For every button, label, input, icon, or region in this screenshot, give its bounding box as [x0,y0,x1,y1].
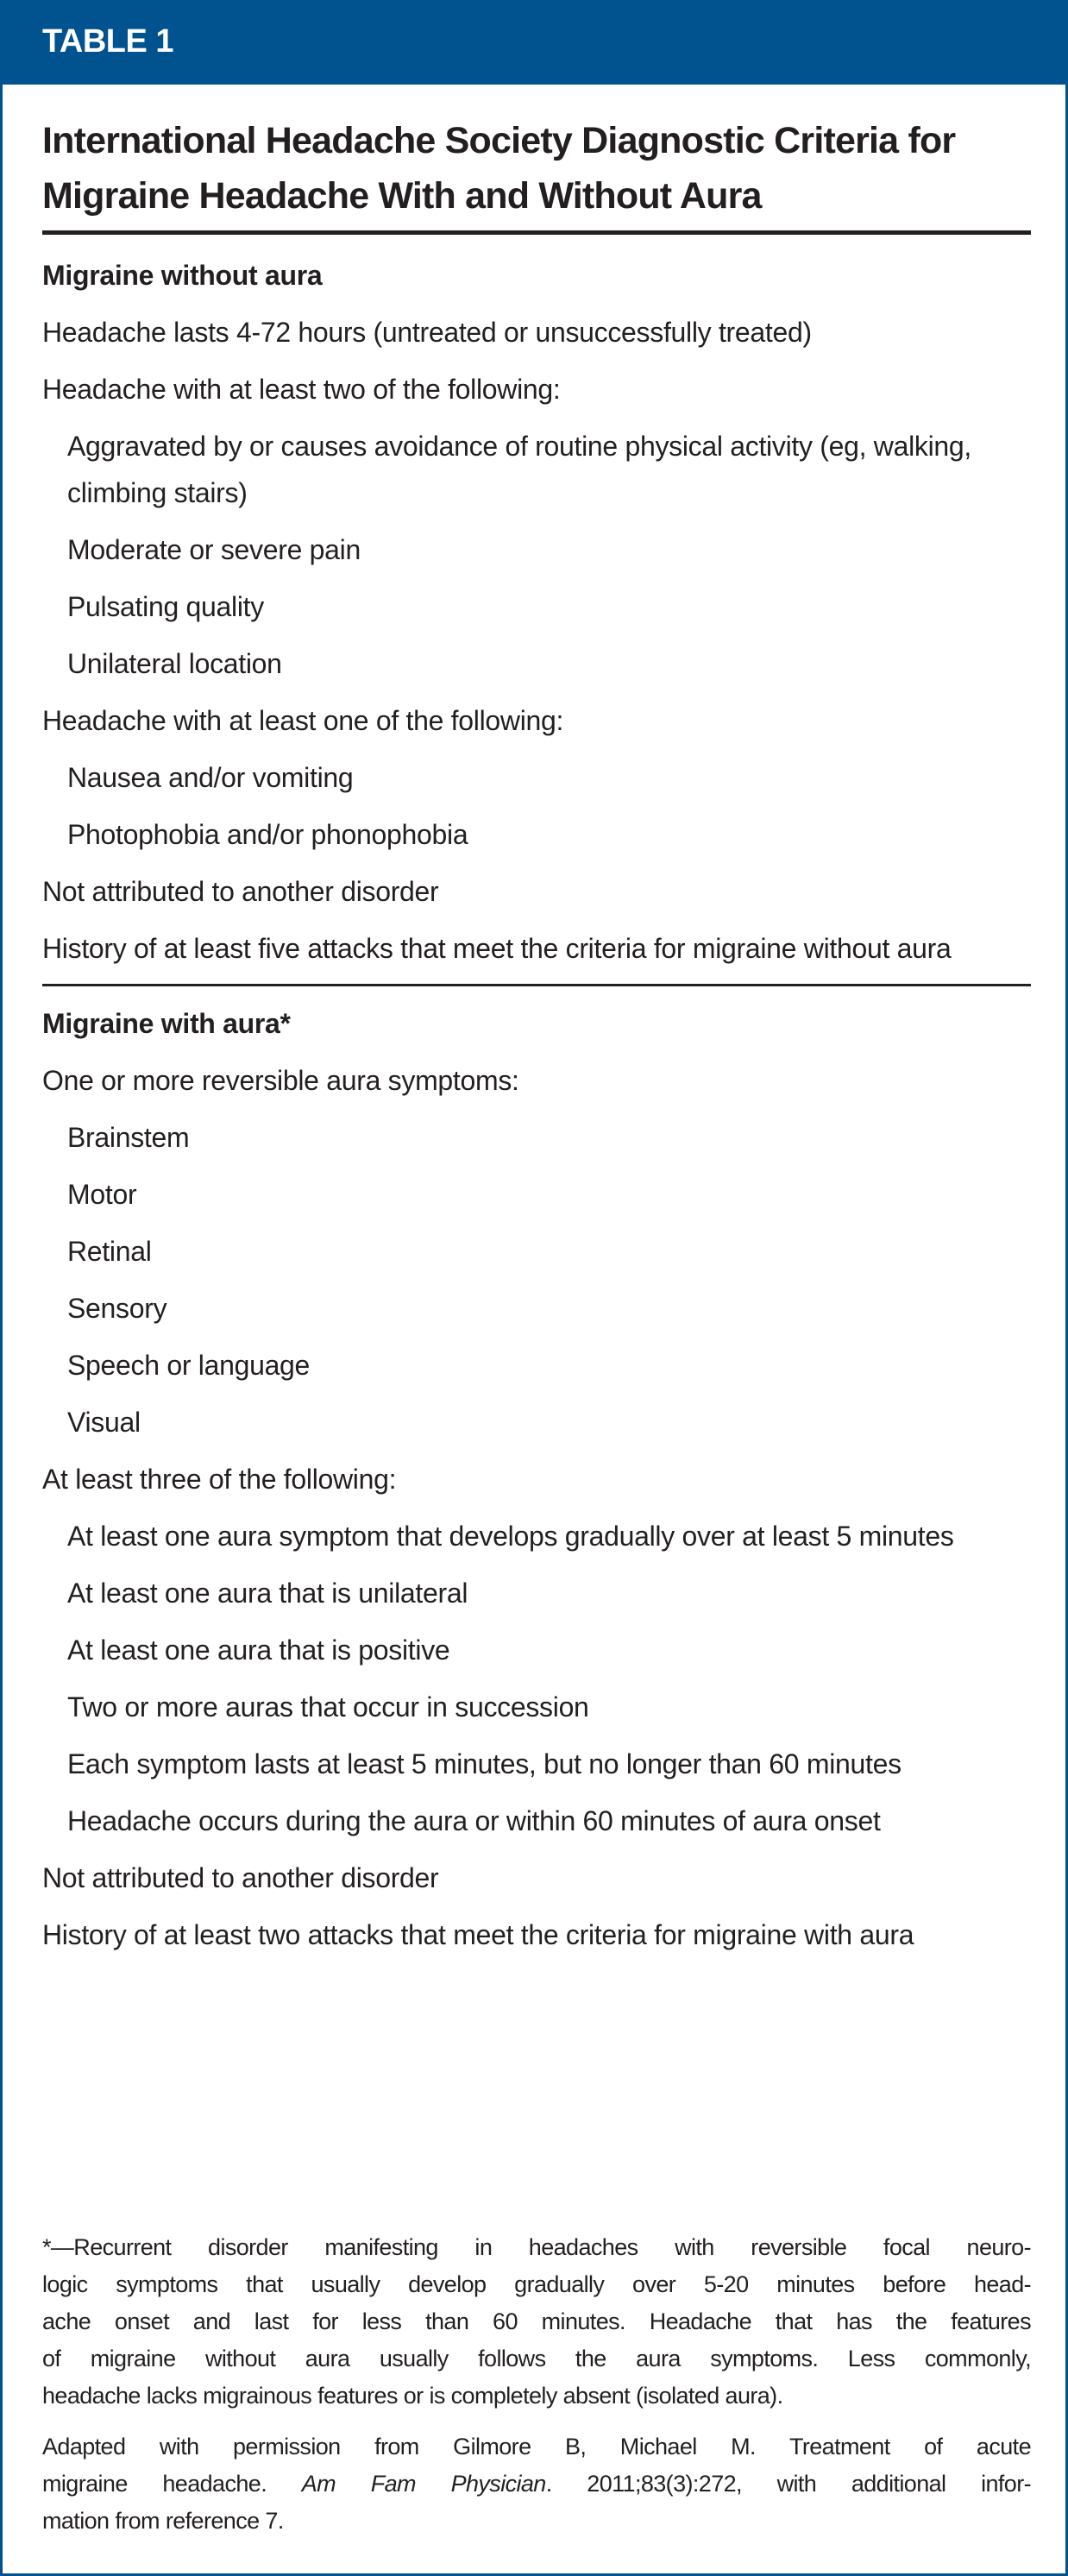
table-banner [3,3,1065,85]
criterion-subitem: Unilateral location [67,648,282,679]
criterion-subitem: Headache occurs during the aura or within 60 minutes of aura onset [67,1805,881,1836]
table-title: International Headache Society Diagnostic Criteria for Migraine Headache With and Without Aura [42,120,956,217]
criterion-subitem: Each symptom lasts at least 5 minutes, but no longer than 60 minutes [67,1748,902,1779]
criterion-item: Headache with at least one of the following: [42,705,564,736]
criterion-item: At least three of the following: [42,1464,397,1495]
footnote-line: of migraine without aura usually follows the aura symptoms. Less commonly, [42,2346,1031,2371]
criterion-item: Headache with at least two of the following: [42,374,561,405]
footnote-line: headache lacks migrainous features or is completely absent (isolated aura). [42,2383,783,2409]
criterion-subitem: Visual [67,1407,141,1438]
criterion-subitem: Two or more auras that occur in succession [67,1691,589,1723]
journal-name: Am Fam Physician [301,2471,546,2497]
criterion-subitem: At least one aura symptom that develops gradually over at least 5 minutes [67,1521,954,1552]
criterion-subitem: Sensory [67,1293,167,1324]
source-text: . 2011;83(3):272, with additional infor- [545,2471,1032,2497]
section-divider [42,984,1031,986]
source-text: migraine headache. [42,2471,302,2497]
criterion-subitem: Photophobia and/or phonophobia [67,819,468,850]
criterion-subitem: Speech or language [67,1350,311,1381]
criteria-body [42,247,1031,1963]
criterion-subitem: Aggravated by or causes avoidance of routine physical activity (eg, walking, climbing stairs) [67,431,971,508]
criterion-subitem: Retinal [67,1236,152,1267]
criterion-subitem: At least one aura that is positive [67,1634,450,1666]
criterion-item: History of at least two attacks that meet the criteria for migraine with aura [42,1919,914,1950]
source-note [42,2428,1031,2540]
criterion-subitem: At least one aura that is unilateral [67,1578,468,1609]
source-line: mation from reference 7. [42,2508,284,2534]
footnote-line: logic symptoms that usually develop gradually over 5-20 minutes before head- [42,2271,1031,2297]
section-heading: Migraine with aura* [42,1008,291,1039]
criterion-subitem: Moderate or severe pain [67,534,361,565]
criterion-item: Headache lasts 4-72 hours (untreated or unsuccessfully treated) [42,317,812,348]
footnote-line: *—Recurrent disorder manifesting in headaches with reversible focal neuro- [42,2234,1031,2260]
source-line: Adapted with permission from Gilmore B, Michael M. Treatment of acute [42,2434,1031,2459]
footnote-line: ache onset and last for less than 60 minutes. Headache that has the features [42,2308,1031,2334]
section-heading: Migraine without aura [42,260,323,291]
criterion-subitem: Nausea and/or vomiting [67,762,354,793]
criterion-item: History of at least five attacks that meet the criteria for migraine without aura [42,933,952,964]
criterion-subitem: Pulsating quality [67,591,264,622]
title-divider [42,230,1031,235]
criterion-subitem: Motor [67,1179,137,1210]
footnotes [42,2229,1031,2554]
criterion-item: Not attributed to another disorder [42,876,439,907]
table-label: TABLE 1 [42,23,174,60]
aura-footnote [42,2229,1031,2415]
criterion-item: One or more reversible aura symptoms: [42,1065,519,1096]
criterion-subitem: Brainstem [67,1122,190,1153]
criterion-item: Not attributed to another disorder [42,1862,439,1893]
